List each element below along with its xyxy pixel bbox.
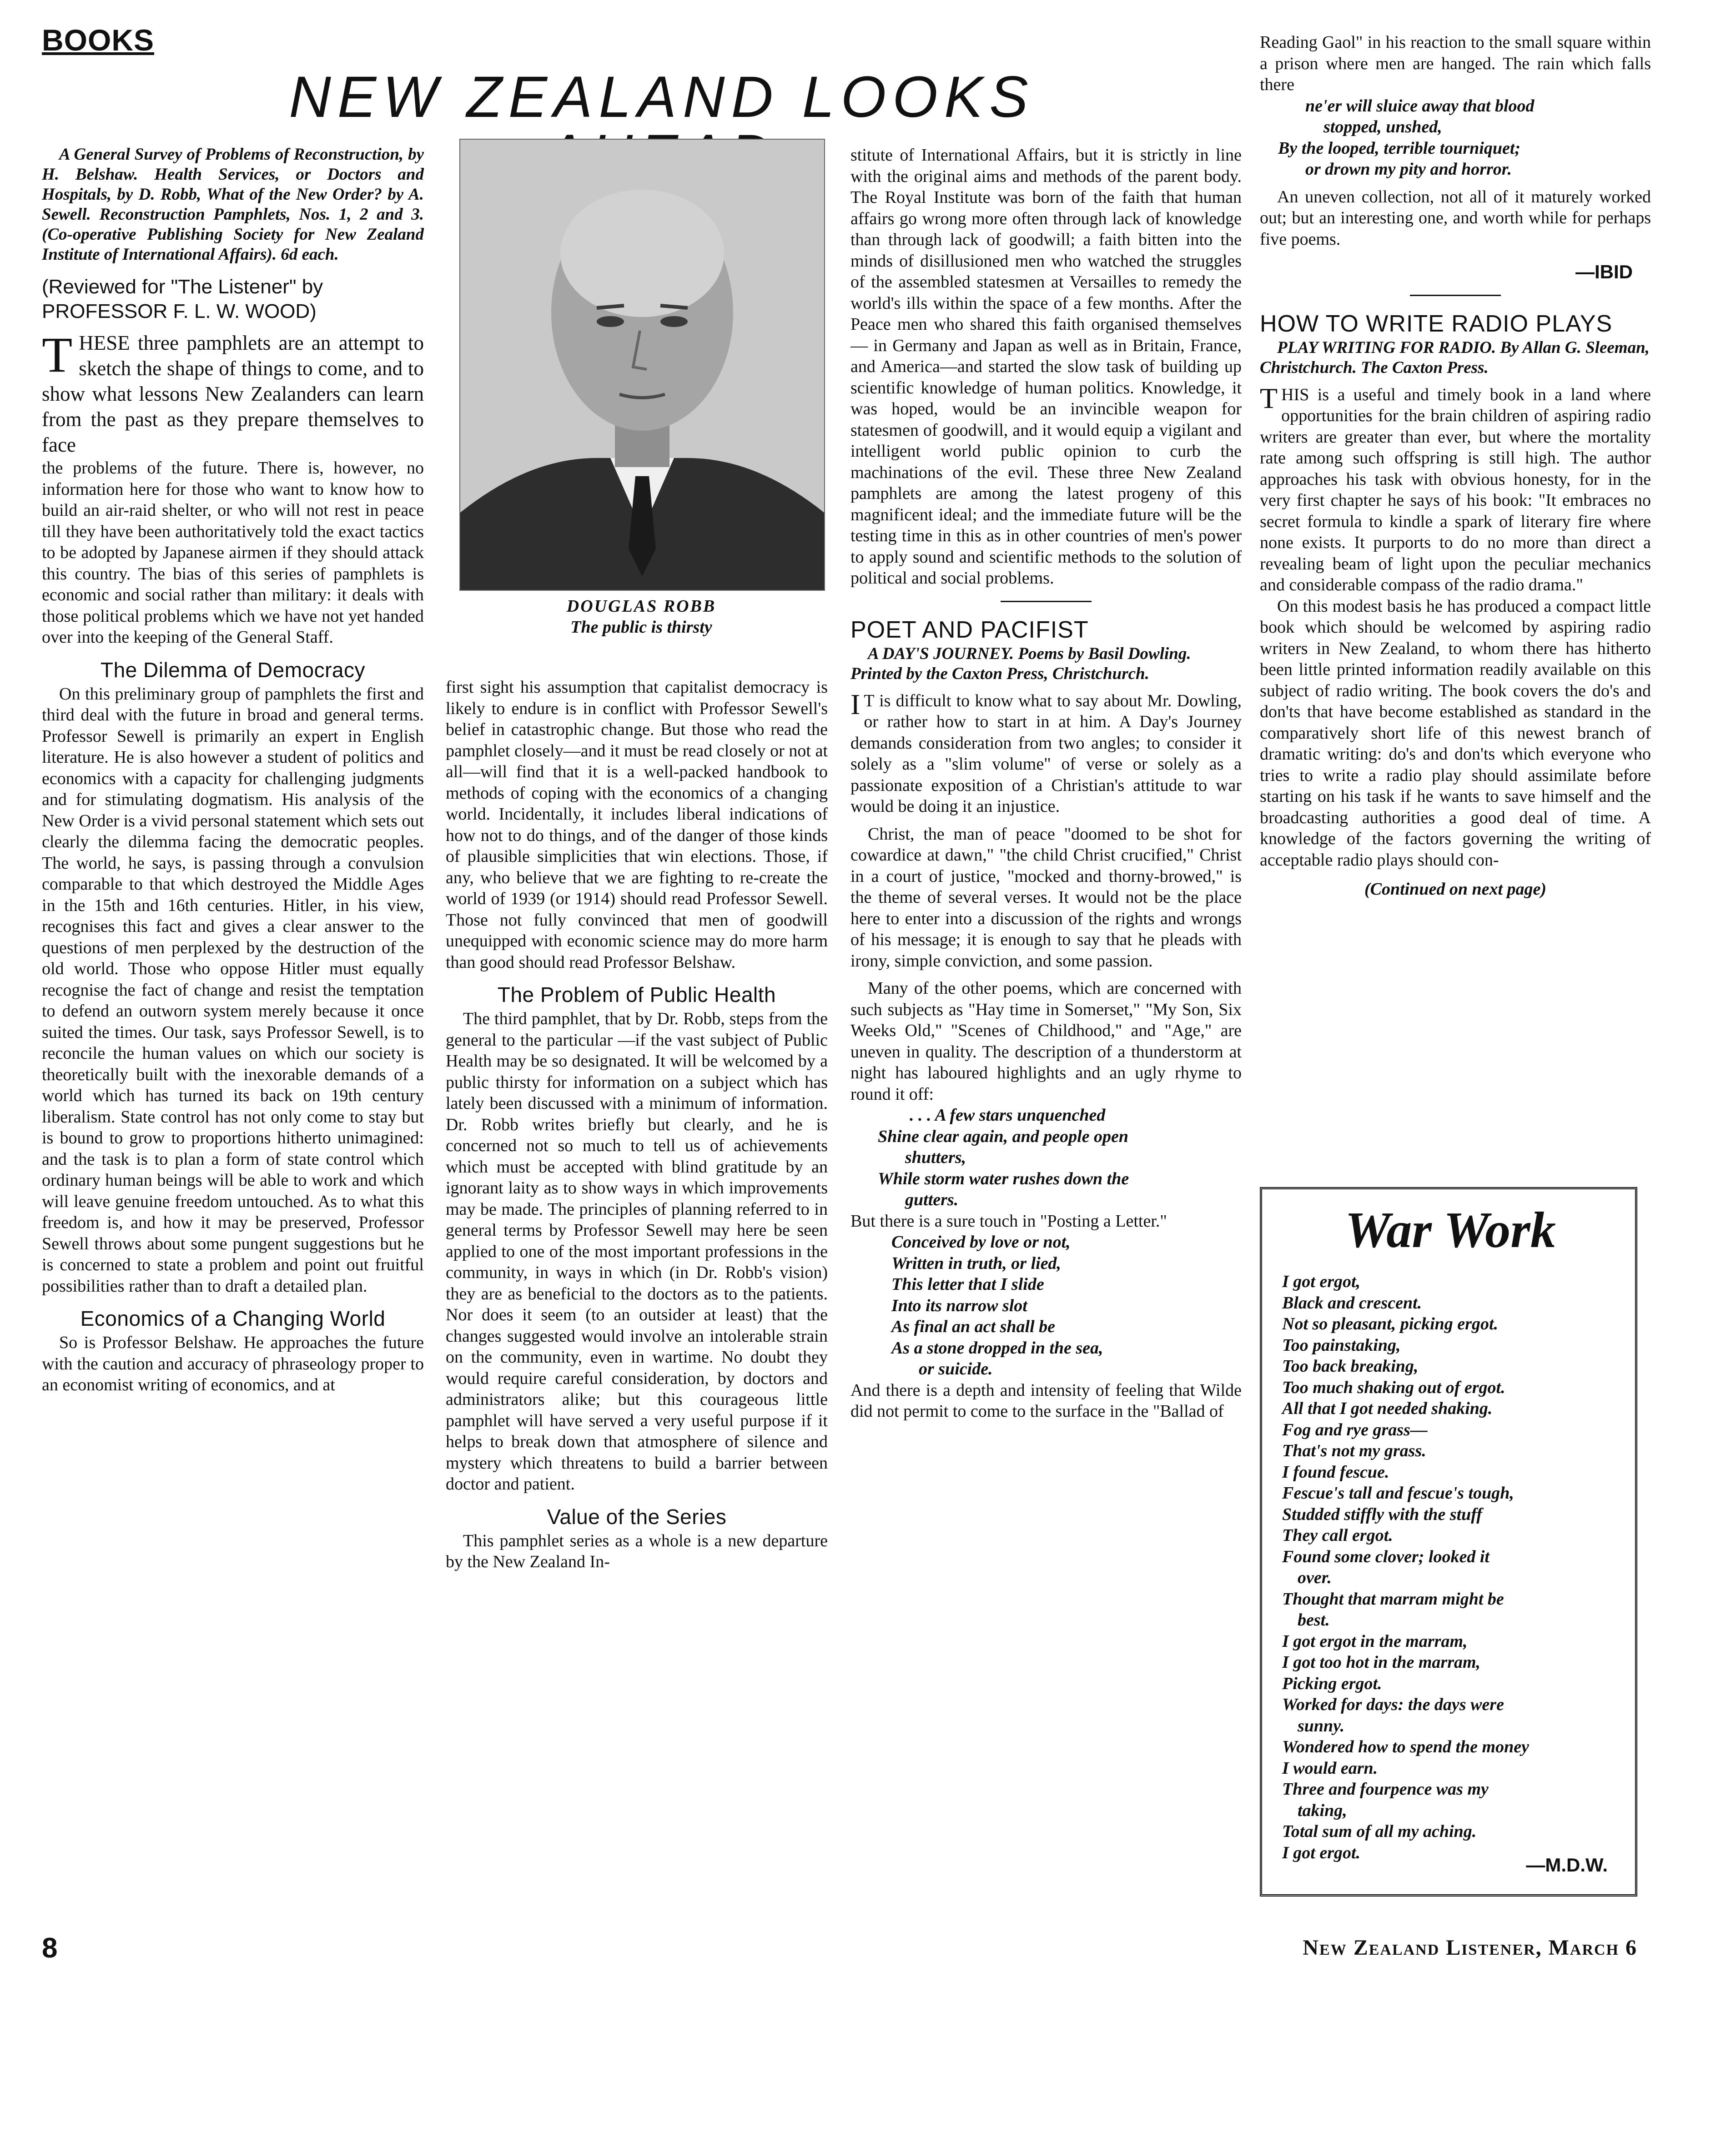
- poem-line: over.: [1298, 1568, 1332, 1587]
- verse-line: As final an act shall be: [891, 1317, 1055, 1336]
- subheading: The Problem of Public Health: [497, 983, 776, 1006]
- review-book-info: A General Survey of Problems of Reconstruction, by H. Belshaw. Health Services, or Doctors and Hospitals, by D. Robb, What of the New Order? by A. Sewell. Reconstruction Pamphlets, Nos. 1, 2 and 3. (Co-operative Publishing Society for New Zealand Institute of International Affairs). 6d each.: [42, 145, 424, 264]
- poem-line: They call ergot.: [1282, 1526, 1393, 1545]
- verse-line: ne'er will sluice away that blood: [1305, 96, 1535, 116]
- verse-quote: [891, 1232, 1242, 1380]
- verse-line: stopped, unshed,: [1323, 117, 1442, 136]
- review-paragraph: stitute of International Affairs, but it is strictly in line with the original aims and methods of the parent body. The Royal Institute was born of the faith that human affairs go wrong more often through lack of knowledge than through lack of goodwill; a faith bitten into the minds of disillusioned men who watched the struggles of the assembled statesmen at Versailles to remedy the world's ills within the space of a few months. After the Peace men who shared this faith organised themselves — in Germany and Japan as well as in Britain, France, and America—and started the slow task of building up scientific knowledge of human politics. Knowledge, it was hoped, would be an invincible weapon for statesmen of goodwill, and it would equip a vigilant and intelligent world public opinion to curb the machinations of the evil. These three New Zealand pamphlets are among the latest progeny of this magnificent ideal; and the immediate future will be the testing time in this as in other countries of men's power to apply sound and scientific methods to the solution of political and social problems.: [850, 146, 1242, 588]
- poem-line: Wondered how to spend the money: [1282, 1737, 1529, 1756]
- verse-quote: [878, 1105, 1242, 1211]
- verse-quote: [1278, 96, 1651, 180]
- review-paragraph: Many of the other poems, which are concerned with such subjects as "Hay time in Somerset," "My Son, Six Weeks Old," "Scenes of Childhood," and "Age," are uneven in quality. The description of a thunderstorm at night has laboured highlights and an ugly rhyme to round it off:: [850, 979, 1242, 1104]
- verse-line: Written in truth, or lied,: [891, 1253, 1062, 1273]
- poem-line: Too painstaking,: [1282, 1335, 1401, 1355]
- poem-line: I got too hot in the marram,: [1282, 1653, 1481, 1672]
- page-headline: NEW ZEALAND LOOKS: [289, 65, 1035, 130]
- poem-line: taking,: [1298, 1801, 1347, 1820]
- verse-line: Shine clear again, and people open: [878, 1127, 1129, 1146]
- continued-note: (Continued on next page): [1364, 880, 1547, 899]
- poem-line: best.: [1298, 1610, 1330, 1630]
- war-work-poem-box: [1260, 1187, 1637, 1897]
- review-paragraph: [1260, 384, 1651, 596]
- poem-line: sunny.: [1298, 1716, 1345, 1736]
- review-paragraph: But there is a sure touch in "Posting a Letter.": [850, 1211, 1167, 1231]
- review-paragraph: Christ, the man of peace "doomed to be shot for cowardice at dawn," "the child Christ crucified," Christ in a court of justice, "mocked and thorny-browed," is the theme of several verses. It would not be the place here to enter into a discussion of the rights and wrongs of his message; it is enough to say that he pleads with irony, simple conviction, and some passion.: [850, 824, 1242, 971]
- poem-line: I got ergot.: [1282, 1843, 1361, 1862]
- photo-name: DOUGLAS ROBB: [566, 597, 716, 616]
- column-4: [1260, 32, 1651, 1182]
- review-heading: HOW TO WRITE RADIO PLAYS: [1260, 310, 1613, 337]
- drop-cap: I: [850, 688, 860, 720]
- review-book-info: A DAY'S JOURNEY. Poems by Basil Dowling. Printed by the Caxton Press, Christchurch.: [850, 644, 1191, 683]
- poem-title: War Work: [1345, 1202, 1556, 1258]
- divider: [1001, 601, 1092, 602]
- verse-line: Into its narrow slot: [891, 1296, 1027, 1315]
- drop-cap: T: [42, 327, 73, 382]
- poem-line: Fog and rye grass—: [1282, 1420, 1428, 1439]
- page-number: 8: [42, 1932, 58, 1964]
- paragraph-text: T is difficult to know what to say about Mr. Dowling, or rather how to start in at him. A Day's Journey demands consideration from two angles; to consider it solely as a "slim volume" of verse or solely as a passionate exposition of a Christian's attitude to war would be doing it an injustice.: [850, 691, 1242, 816]
- column-2: [446, 677, 828, 1918]
- review-paragraph: Reading Gaol" in his reaction to the small square within a prison where men are hanged. The rain which falls there: [1260, 33, 1651, 94]
- poem-line: Too back breaking,: [1282, 1357, 1419, 1376]
- review-byline: (Reviewed for "The Listener" by PROFESSOR F. L. W. WOOD): [42, 276, 323, 322]
- paragraph-text: HIS is a useful and timely book in a land where opportunities for the brain children of aspiring radio writers are greater than ever, but where the mortality rate among such offspring is still high. The author approaches his task with obvious honesty, for in the very first chapter he says of his book: "It embraces no secret formula to kindle a spark of literary fire where none exists. It purports to do no more than direct a revealing beam of light upon the peculiar mechanics and considerable compass of the radio drama.": [1260, 385, 1651, 594]
- verse-line: While storm water rushes down the: [878, 1169, 1129, 1188]
- review-paragraph: The third pamphlet, that by Dr. Robb, steps from the general to the particular —if the vast subject of Public Health may be so designated. It will be welcomed by a public thirsty for information on a subject which has lately been discussed with a minimum of information. Dr. Robb writes briefly but clearly, and he is concerned not so much to tell us of achievements which must be accepted with blind gratitude by an ignorant laity as to show ways in which improvements may be made. The principles of planning referred to in general terms by Professor Sewell may here be seen applied to one of the most important professions in the community, in ways in which (in Dr. Robb's vision) they are as beneficial to the doctors as to the patients. Nor does it seem (to an outsider at least) that the changes suggested would involve an intolerable strain on the community, even in wartime. No doubt they would require careful consideration, by doctors and administrators alike; but this courageous little pamphlet will have served a very useful purpose if it helps to break down that atmosphere of silence and mystery which threatens to build a barrier between doctor and patient.: [446, 1009, 828, 1494]
- review-lead-paragraph: [42, 327, 424, 458]
- review-heading: POET AND PACIFIST: [850, 616, 1089, 643]
- poem-signature: —M.D.W.: [1526, 1854, 1608, 1876]
- review-paragraph: And there is a depth and intensity of feeling that Wilde did not permit to come to the surface in the "Ballad of: [850, 1380, 1242, 1421]
- poem-line: Picking ergot.: [1282, 1674, 1382, 1693]
- section-tag: BOOKS: [42, 23, 155, 57]
- portrait-photo: [459, 139, 825, 591]
- column-1: [42, 145, 424, 1918]
- poem-line: I got ergot in the marram,: [1282, 1631, 1468, 1651]
- photo-caption-text: The public is thirsty: [570, 618, 712, 637]
- review-paragraph: the problems of the future. There is, however, no information here for those who want to know how to build an air-raid shelter, or who will not rest in peace till they have been authoritatively told the exact tactics to be adopted by Japanese airmen if they should attack this country. The bias of this series of pamphlets is economic and social rather than military: it deals with those political problems which we have not yet handed over into the keeping of the General Staff.: [42, 458, 424, 647]
- poem-line: All that I got needed shaking.: [1282, 1399, 1493, 1418]
- review-paragraph: An uneven collection, not all of it maturely worked out; but an interesting one, and worth while for perhaps five poems.: [1260, 187, 1651, 249]
- masthead-footer: New Zealand Listener, March 6: [1303, 1936, 1637, 1960]
- poem-line: Thought that marram might be: [1282, 1589, 1504, 1609]
- poem-line: Total sum of all my aching.: [1282, 1822, 1477, 1841]
- poem-line: Black and crescent.: [1282, 1293, 1422, 1313]
- poem-line: Studded stiffly with the stuff: [1282, 1504, 1482, 1524]
- verse-line: or drown my pity and horror.: [1305, 160, 1512, 179]
- verse-line: shutters,: [905, 1148, 966, 1167]
- photo-caption: [459, 596, 823, 638]
- review-paragraph: This pamphlet series as a whole is a new departure by the New Zealand In-: [446, 1531, 828, 1571]
- verse-line: or suicide.: [919, 1359, 993, 1378]
- verse-line: . . . A few stars unquenched: [910, 1106, 1106, 1125]
- divider: [1410, 295, 1501, 296]
- verse-line: Conceived by love or not,: [891, 1232, 1071, 1252]
- review-book-info: PLAY WRITING FOR RADIO. By Allan G. Sleeman, Christchurch. The Caxton Press.: [1260, 338, 1650, 377]
- drop-cap: T: [1260, 382, 1278, 414]
- review-paragraph: On this modest basis he has produced a compact little book which should be welcomed by aspiring radio writers in New Zealand, to whom there has hitherto been little printed information readily available on this subject of radio writing. The book covers the do's and don'ts that have become established as standard in the comparatively short life of this newest branch of dramatic writing: do's and don'ts which everyone who tries to write a radio play should assimilate before starting on his task if he wants to save himself and the broadcasting authorities a good deal of time. A knowledge of the factors governing the writing of acceptable radio plays should con-: [1260, 596, 1651, 870]
- poem-line: That's not my grass.: [1282, 1441, 1426, 1460]
- subheading: The Dilemma of Democracy: [100, 658, 366, 682]
- review-paragraph: So is Professor Belshaw. He approaches the future with the caution and accuracy of phraseology proper to an economist writing of economics, and at: [42, 1333, 424, 1394]
- poem-line: Found some clover; looked it: [1282, 1547, 1489, 1566]
- poem-line: Worked for days: the days were: [1282, 1695, 1504, 1714]
- poem-line: I found fescue.: [1282, 1462, 1389, 1482]
- portrait-image: [460, 140, 824, 590]
- poem-lines: [1282, 1271, 1619, 1863]
- poem-line: I got ergot,: [1282, 1272, 1361, 1291]
- poem-line: Too much shaking out of ergot.: [1282, 1378, 1505, 1397]
- verse-line: By the looped, terrible tourniquet;: [1278, 138, 1521, 158]
- poem-line: Three and fourpence was my: [1282, 1780, 1489, 1799]
- lead-text: HESE three pamphlets are an attempt to sketch the shape of things to come, and to show what lessons New Zealanders can learn from the past as they prepare themselves to face: [42, 332, 424, 456]
- poem-line: I would earn.: [1282, 1758, 1378, 1778]
- subheading: Value of the Series: [547, 1504, 727, 1529]
- review-paragraph: On this preliminary group of pamphlets the first and third deal with the future in broad and general terms. Professor Sewell is primarily an expert in English literature. He is also however a student of politics and economics with a capacity for challenging judgments and for stimulating dogmatism. His analysis of the New Order is a vivid personal statement which sets out clearly the dilemma facing the democratic peoples. The world, he says, is passing through a convulsion comparable to that which destroyed the Middle Ages in the 15th and 16th centuries. Hitler, in his view, recognises this fact and gives a clear answer to the questions of men perplexed by the destruction of the old world. Those who oppose Hitler must equally recognise the fact of change and resist the temptation to defend an outworn system merely because it once suited the times. Our task, says Professor Sewell, is to reconcile the human values on which our society is theoretically built with the inexorable demands of a world which has turned its back on 19th century liberalism. State control has not only come to stay but is bound to grow to proportions hitherto unimagined: and the task is to plan a form of state control which ordinary human beings will be able to work and which will leave genuine freedom untouched. As to what this freedom is, and how it may be preserved, Professor Sewell throws about some pungent suggestions but he is concerned to state a problem and point out fruitful possibilities rather than to draft a detailed plan.: [42, 684, 424, 1296]
- review-signature: —IBID: [1575, 261, 1633, 282]
- review-paragraph: [850, 690, 1242, 817]
- poem-line: Not so pleasant, picking ergot.: [1282, 1314, 1499, 1333]
- subheading: Economics of a Changing World: [80, 1307, 386, 1330]
- review-paragraph: first sight his assumption that capitalist democracy is likely to endure is in conflict with Professor Sewell's belief in catastrophic change. But those who read the pamphlet closely—and it must be read closely or not at all—will find that it is a well-packed handbook to methods of coping with the economics of a changing world. Incidentally, it includes liberal indications of how not to do things, and of the danger of those kinds of plausible simplicities that win elections. Those, if any, who believe that we are fighting to re-create the world of 1939 (or 1914) should read Professor Sewell. Those not fully convinced that men of goodwill unequipped with economic science may do more harm than good should read Professor Belshaw.: [446, 678, 828, 972]
- poem-line: Fescue's tall and fescue's tough,: [1282, 1484, 1514, 1503]
- verse-line: This letter that I slide: [891, 1275, 1044, 1294]
- column-3: [850, 145, 1242, 1918]
- verse-line: gutters.: [905, 1190, 959, 1209]
- verse-line: As a stone dropped in the sea,: [891, 1338, 1103, 1358]
